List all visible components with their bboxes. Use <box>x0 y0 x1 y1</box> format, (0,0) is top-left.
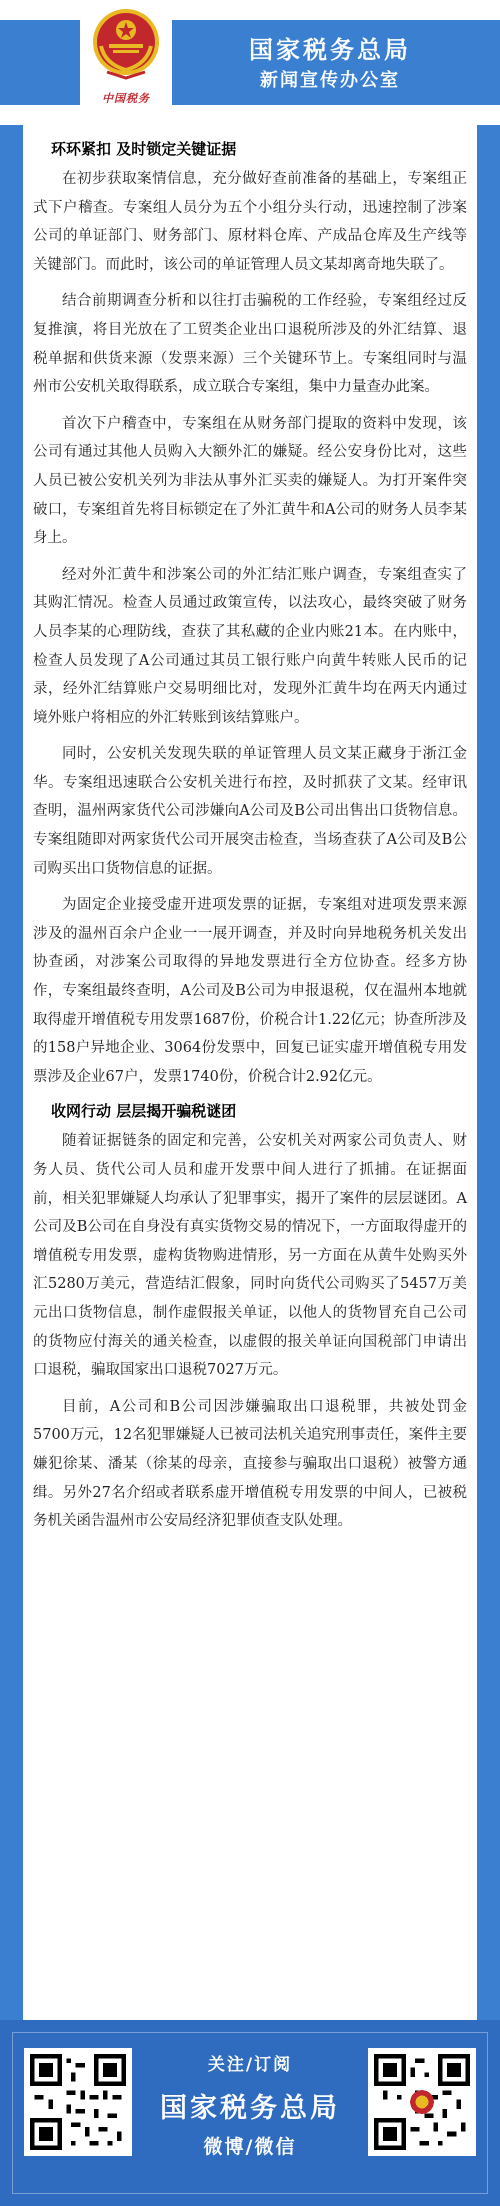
qr-code-icon <box>374 2054 470 2150</box>
emblem <box>80 6 172 118</box>
header-subtitle: 新闻宣传办公室 <box>260 70 400 91</box>
paragraph: 结合前期调查分析和以往打击骗税的工作经验，专案组经过反复推演，将目光放在了工贸类企业出口退税所涉及的外汇结算、退税单据和供货来源（发票来源）三个关键环节上。专案组同时与温州市公安机关取得联系，成立联合专案组，集中力量查办此案。 <box>33 293 467 396</box>
footer-brand: 国家税务总局 <box>160 2093 340 2124</box>
qr-code-icon <box>30 2054 126 2150</box>
section-heading: 收网行动 层层揭开骗税谜团 <box>51 1102 237 1121</box>
header <box>0 0 500 125</box>
article-body <box>23 125 477 2020</box>
paragraph: 同时，公安机关发现失联的单证管理人员文某正藏身于浙江金华。专案组迅速联合公安机关进行布控，及时抓获了文某。经审讯查明，温州两家货代公司涉嫌向A公司及B公司出售出口货物信息。专案组随即对两家货代公司开展突击检查，当场查获了A公司及B公司购买出口货物信息的证据。 <box>33 746 467 877</box>
paragraph: 在初步获取案情信息，充分做好查前准备的基础上，专案组正式下户稽查。专案组人员分为五个小组分头行动，迅速控制了涉案公司的单证部门、财务部门、原材料仓库、产成品仓库及生产线等关键部门。而此时，该公司的单证管理人员文某却离奇地失联了。 <box>33 171 467 273</box>
wechat-qr-code[interactable] <box>368 2048 476 2156</box>
paragraph: 随着证据链条的固定和完善，公安机关对两家公司负责人、财务人员、货代公司人员和虚开发票中间人进行了抓捕。在证据面前，相关犯罪嫌疑人均承认了犯罪事实，揭开了案件的层层谜团。A公司及B公司在自身没有真实货物交易的情况下，一方面取得虚开的增值税专用发票，虚构货物购进情形，另一方面在从黄牛处购买外汇5280万美元，营造结汇假象，同时向货代公司购买了5457万美元出口货物信息，制作虚假报关单证，以他人的货物冒充自己公司的货物应付海关的通关检查，以虚假的报关单证向国税部门申请出口退税，骗取国家出口退税7027万元。 <box>33 1133 467 1379</box>
weibo-qr-code[interactable] <box>24 2048 132 2156</box>
emblem-motto: 中国税务 <box>102 92 150 105</box>
paragraph: 经对外汇黄牛和涉案公司的外汇结汇账户调查，专案组查实了其购汇情况。检查人员通过政策宣传，以法攻心，最终突破了财务人员李某的心理防线，查获了其私藏的企业内账21本。在内账中，检查人员发现了A公司通过其员工银行账户向黄牛转账人民币的记录，经外汇结算账户交易明细比对，发现外汇黄牛均在两天内通过境外账户将相应的外汇转账到该结算账户。 <box>33 566 467 726</box>
footer-channels: 微博/微信 <box>203 2136 297 2158</box>
paragraph: 目前，A公司和B公司因涉嫌骗取出口退税罪，共被处罚金5700万元，12名犯罪嫌疑人已被司法机关追究刑事责任，案件主要嫌犯徐某、潘某（徐某的母亲，直接参与骗取出口退税）被警方通缉。另外27名介绍或者联系虚开增值税专用发票的中间人，已被税务机关函告温州市公安局经济犯罪侦查支队处理。 <box>33 1398 467 1530</box>
paragraph: 首次下户稽查中，专案组在从财务部门提取的资料中发现，该公司有通过其他人员购入大额外汇的嫌疑。经公安身份比对，这些人员已被公安机关列为非法从事外汇买卖的嫌疑人。为打开案件突破口，专案组首先将目标锁定在了外汇黄牛和A公司的财务人员李某身上。 <box>33 415 467 547</box>
footer <box>0 2020 500 2206</box>
follow-text: 关注/订阅 <box>207 2055 293 2075</box>
paragraph: 为固定企业接受虚开进项发票的证据，专案组对进项发票来源涉及的温州百余户企业一一展开调查，并及时向异地税务机关发出协查函，对涉案公司取得的异地发票进行全方位协查。经多方协作，专案组最终查明，A公司及B公司为申报退税，仅在温州本地就取得虚开增值税专用发票1687份，价税合计1.22亿元；协查所涉及的158户异地企业、3064份发票中，回复已证实虚开增值税专用发票涉及企业67户，发票1740份，价税合计2.92亿元。 <box>33 897 467 1085</box>
section-heading: 环环紧扣 及时锁定关键证据 <box>51 140 237 158</box>
tax-emblem-icon <box>89 6 163 86</box>
header-title: 国家税务总局 <box>249 36 411 64</box>
